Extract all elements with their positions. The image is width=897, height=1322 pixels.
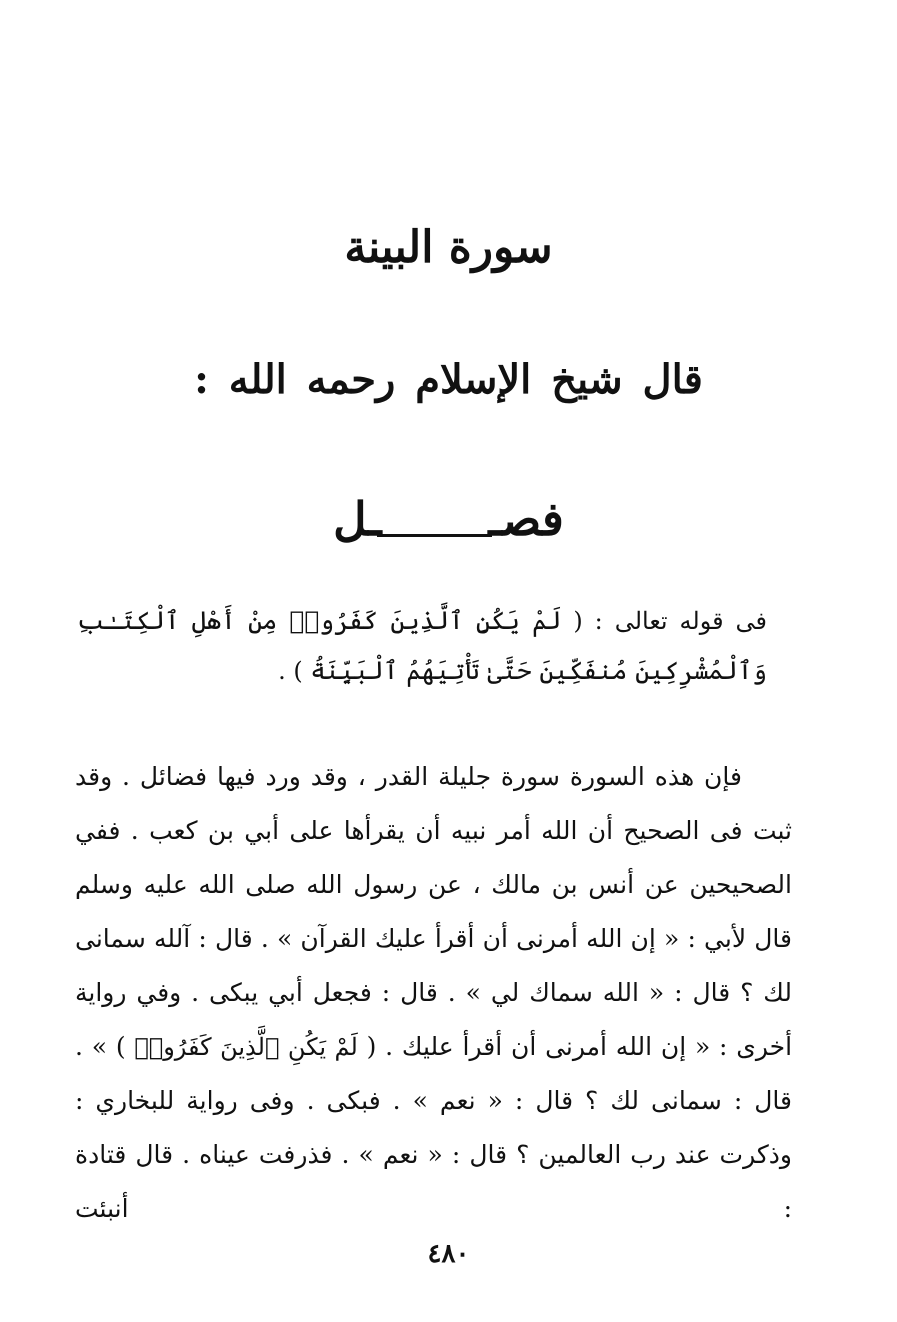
fasl-tatweel-line <box>377 534 492 537</box>
intro-close: ) . <box>278 657 303 685</box>
body-quran-verse: لَمْ يَكُنِ ٱلَّذِينَ كَفَرُوا۟ <box>134 1033 358 1061</box>
fasl-heading-start: فصـ <box>488 492 564 546</box>
intro-lead: فى قوله تعالى : ( <box>573 607 767 635</box>
sheikh-heading: قال شيخ الإسلام رحمه الله : <box>194 356 703 403</box>
fasl-heading-end: ـل <box>333 492 382 546</box>
body-text <box>75 750 792 1236</box>
body-text-part1: فإن هذه السورة سورة جليلة القدر ، وقد ورد فيها فضائل . وقد ثبت فى الصحيح أن الله أمر نبيه أن يقرأها على أبي بن كعب . ففي الصحيحين عن أنس بن مالك ، عن رسول الله صلى الله عليه وسلم قال لأبي : « إن الله أمرنى أن أقرأ عليك القرآن » . قال : آلله سمانى لك ؟ قال : « الله سماك لي » . قال : فجعل أبي يبكى . وفي رواية أخرى : « إن الله أمرنى أن أقرأ عليك . ( <box>75 762 793 1061</box>
intro-quran-verse: لَمْ يَكُنِ ٱلَّذِينَ كَفَرُوا۟ مِنْ أَهْلِ ٱلْكِتَـٰبِ وَٱلْمُشْرِكِينَ مُنفَكِّينَ حَتَّىٰ تَأْتِيَهُمُ ٱلْبَيِّنَةُ <box>77 606 767 685</box>
body-text-part2: ) » . قال : سمانى لك ؟ قال : « نعم » . فبكى . وفى رواية للبخاري : وذكرت عند رب العالمين ؟ قال : « نعم » . فذرفت عيناه . قال قتادة : أنبئت <box>75 1032 792 1223</box>
fasl-heading <box>0 488 897 550</box>
body-paragraph <box>75 750 792 1236</box>
surah-title: سورة البينة <box>344 222 553 273</box>
page-number: ٤٨٠ <box>427 1239 470 1269</box>
intro-paragraph <box>77 596 767 696</box>
